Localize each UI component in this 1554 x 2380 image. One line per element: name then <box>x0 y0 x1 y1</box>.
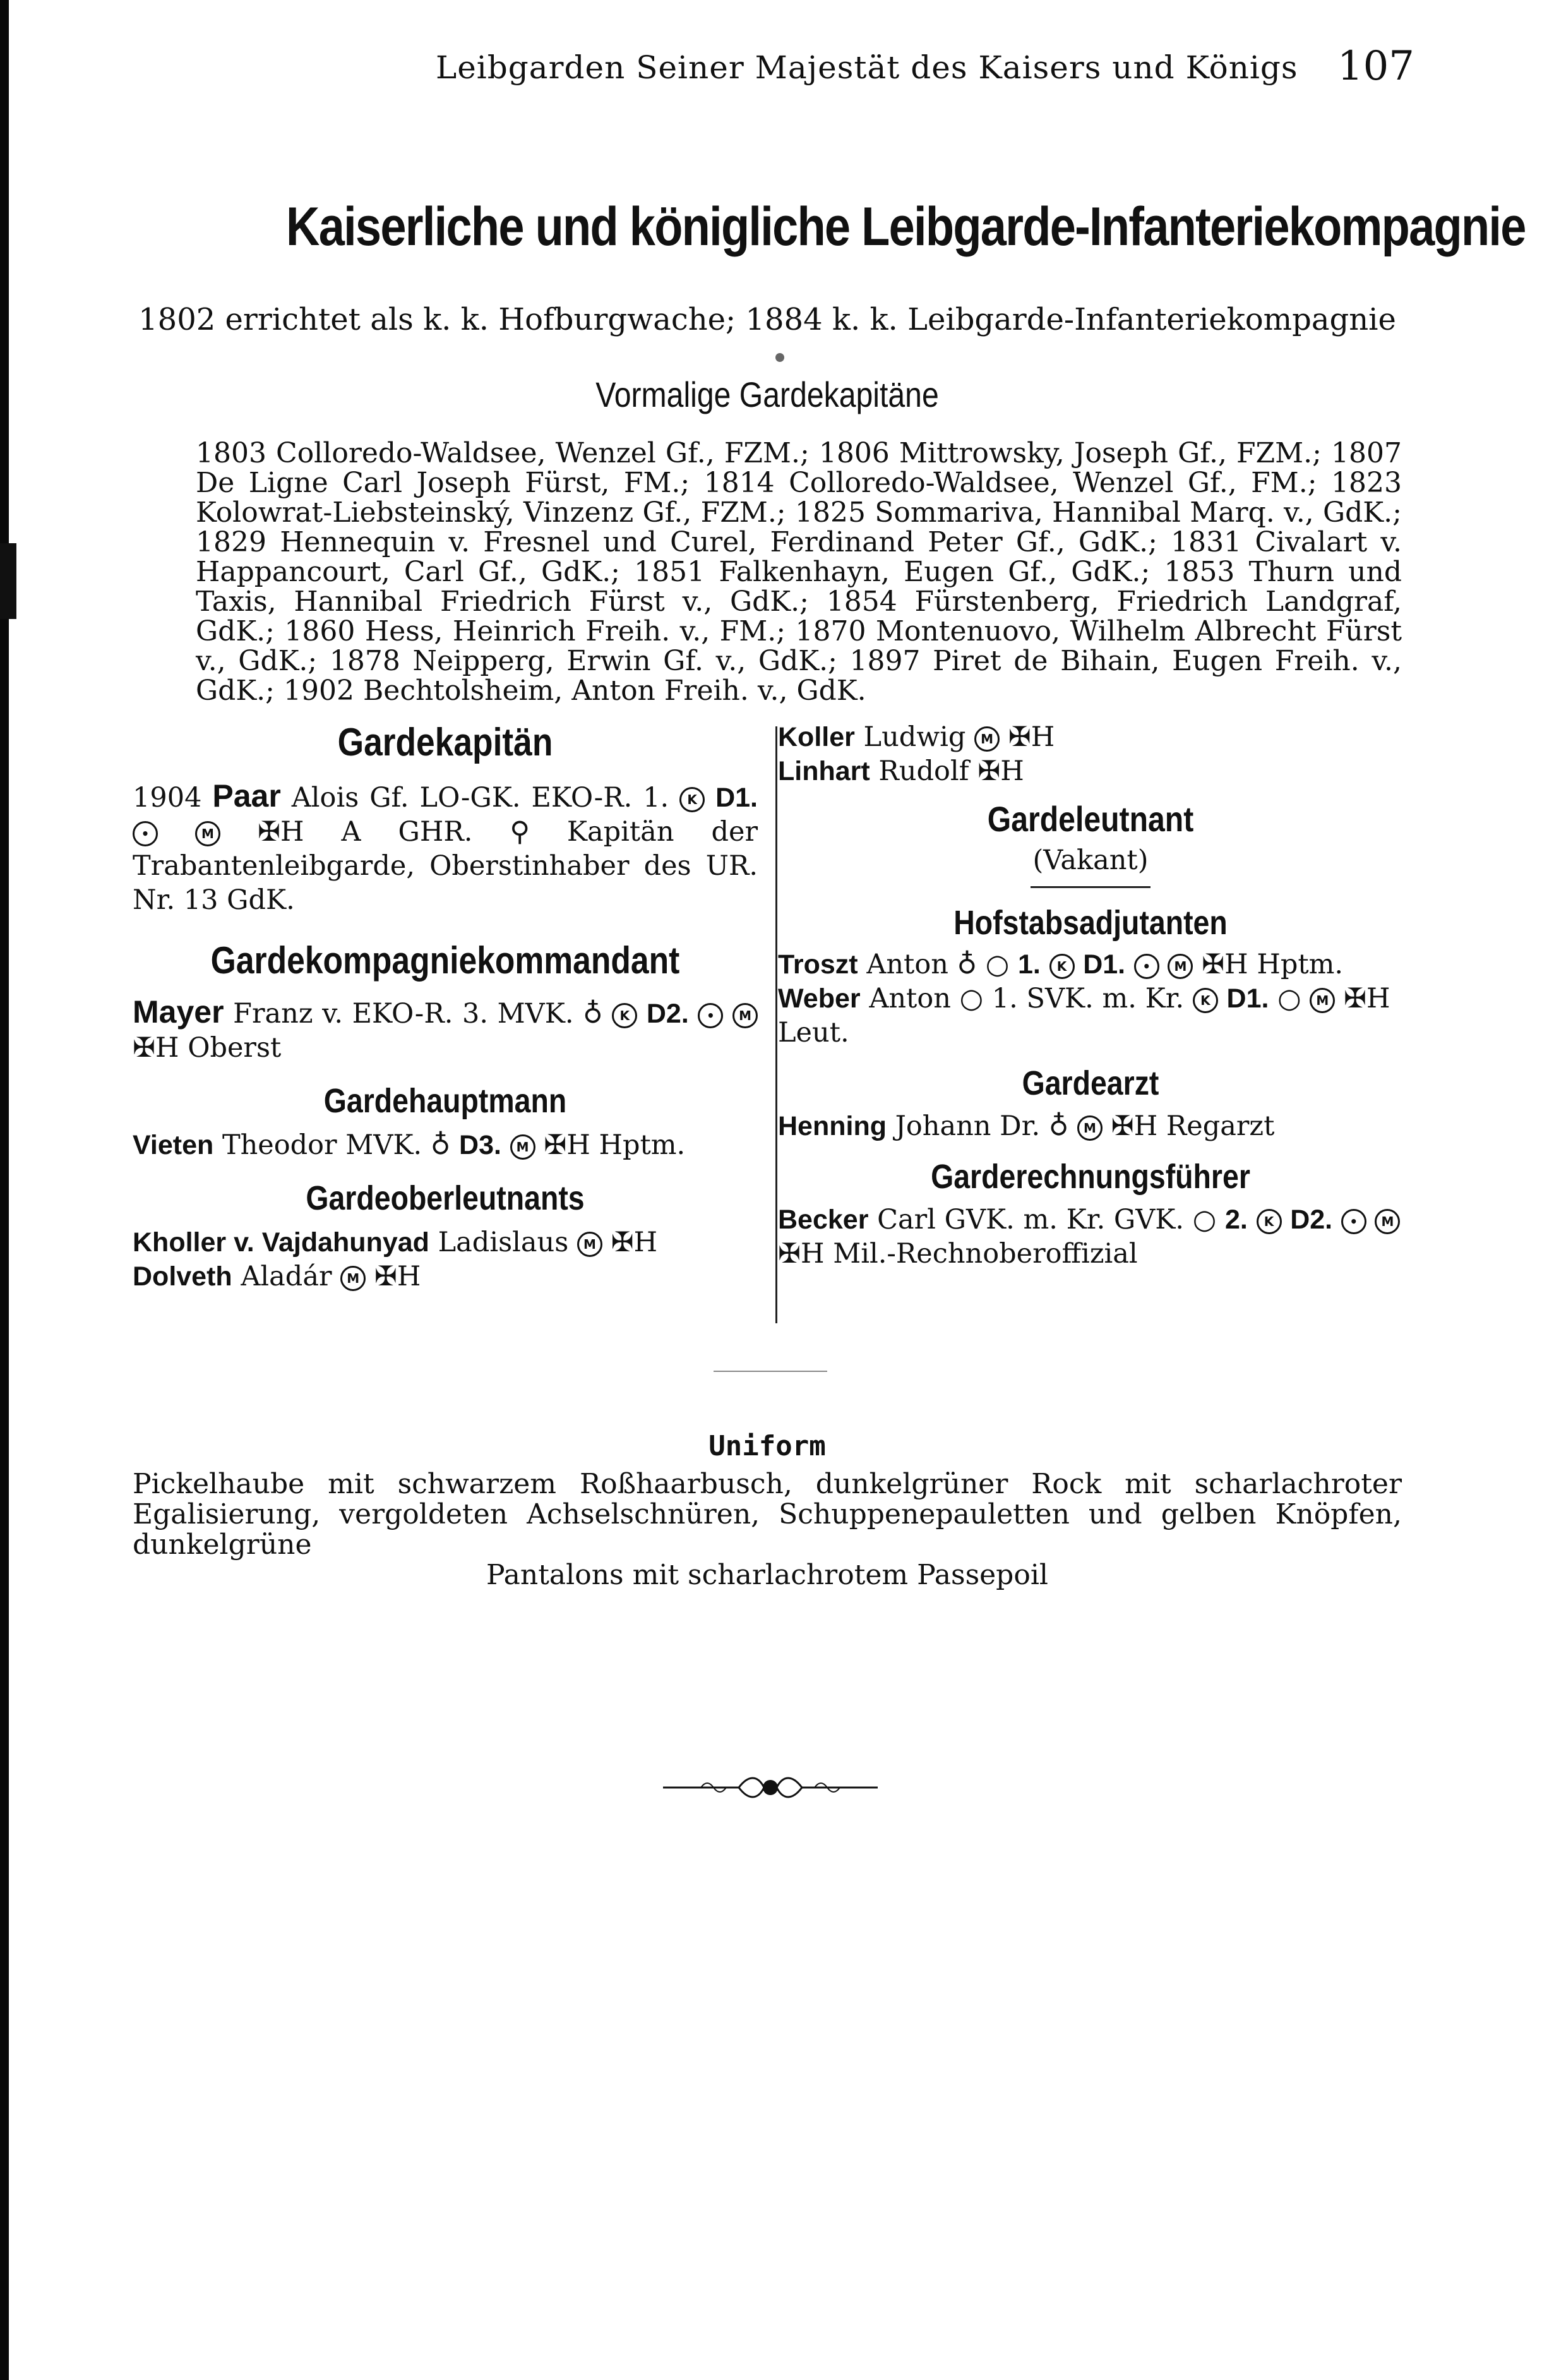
vormalige-text: 1803 Colloredo-Waldsee, Wenzel Gf., FZM.; 1806 Mittrowsky, Joseph Gf., FZM.; 1807 De Ligne Carl Joseph Fürst, FM.; 1814 Colloredo-Waldsee, Wenzel Gf., FM.; 1823 Kolowrat-Liebsteinský, Vinzenz Gf., FZM.; 1825 Sommariva, Hannibal Marq. v., GdK.; 1829 Hennequin v. Fresnel und Curel, Ferdinand Peter Gf., GdK.; 1831 Civalart v. Happancourt, Carl Gf., GdK.; 1851 Falkenhayn, Eugen Gf., GdK.; 1853 Thurn und Taxis, Hannibal Friedrich Fürst v., GdK.; 1854 Fürstenberg, Friedrich Landgraf, GdK.; 1860 Hess, Heinrich Freih. v., FM.; 1870 Montenuovo, Wilhelm Albrecht Fürst v., GdK.; 1878 Neipperg, Erwin Gf. v., GdK.; 1897 Piret de Bihain, Eugen Freih. v., GdK.; 1902 Bechtolsheim, Anton Freih. v., GdK. <box>196 437 1402 707</box>
entry-name: Paar <box>212 778 281 814</box>
decoration-icon: ♁ <box>430 1129 451 1161</box>
entry-text: Aladár <box>241 1261 332 1292</box>
entry-text: Theodor MVK. <box>222 1129 422 1161</box>
m-medal-icon: M <box>195 821 220 846</box>
k-medal-icon: K <box>679 787 705 812</box>
scan-edge <box>0 0 9 2380</box>
subtitle <box>133 302 1402 373</box>
dot-medal-icon: • <box>1341 1209 1366 1234</box>
vakant-note: (Vakant) <box>1032 844 1149 876</box>
cross-icon: ✠ <box>1344 983 1367 1014</box>
entry-mayer <box>133 995 758 1065</box>
m-medal-icon: M <box>974 726 1000 752</box>
m-medal-icon: M <box>577 1232 602 1257</box>
entry-text: Carl GVK. m. Kr. GVK. <box>877 1204 1185 1235</box>
ring-icon: ○ <box>985 949 1010 980</box>
section-heading-leutnant: Gardeleutnant <box>987 799 1194 839</box>
right-column <box>778 720 1403 1271</box>
section-heading-oberleutnants: Gardeoberleutnants <box>306 1179 585 1217</box>
k-medal-icon: K <box>1049 954 1075 979</box>
cross-icon: ✠ <box>374 1261 397 1292</box>
divider <box>714 1371 827 1372</box>
entry-text: 1. <box>1017 949 1041 980</box>
running-title: Leibgarden Seiner Majestät des Kaisers und Königs <box>436 49 1298 86</box>
section-heading-rechnung: Garderechnungsführer <box>931 1158 1250 1196</box>
k-medal-icon: K <box>1193 988 1218 1013</box>
k-medal-icon: K <box>612 1003 637 1028</box>
decoration-icon: ♁ <box>957 949 977 980</box>
scan-edge-mark <box>0 543 16 619</box>
section-heading-arzt: Gardearzt <box>1022 1064 1159 1102</box>
subtitle-text: 1802 errichtet als k. k. Hofburgwache; 1884 k. k. Leibgarde-Infanteriekompagnie <box>138 302 1396 337</box>
divider <box>1031 886 1151 888</box>
section-heading-hofstab: Hofstabsadjutanten <box>953 904 1228 942</box>
entry-text: 1. SVK. m. Kr. <box>991 983 1185 1014</box>
entry-text: D2. <box>1290 1205 1333 1235</box>
column-divider <box>775 726 777 1323</box>
page-number: 107 <box>1337 43 1414 90</box>
m-medal-icon: M <box>1168 954 1193 979</box>
uniform-text-body: Pickelhaube mit schwarzem Roßhaarbusch, dunkelgrüner Rock mit scharlachroter Egalisierung, vergoldeten Achselschnüren, Schuppenepauletten und gelben Knöpfen, dunkelgrüne <box>133 1468 1402 1561</box>
entry-paar <box>133 779 758 917</box>
entry-troszt <box>778 947 1403 982</box>
entry-text: D3. <box>459 1130 501 1160</box>
entry-text: D1. <box>1083 949 1126 980</box>
entry-henning <box>778 1109 1403 1143</box>
entry-koller: Koller Ludwig M ✠H <box>778 721 1055 753</box>
decoration-icon: ♁ <box>583 998 603 1030</box>
dot-mark <box>775 353 784 362</box>
m-medal-icon: M <box>1310 988 1335 1013</box>
entry-text: Ludwig <box>863 721 966 753</box>
entry-name: Koller <box>778 722 855 752</box>
uniform-text-last: Pantalons mit scharlachrotem Passepoil <box>486 1559 1048 1591</box>
entry-becker <box>778 1203 1403 1271</box>
section-heading-kommandant: Gardekompagniekommandant <box>210 939 680 982</box>
entry-name: Mayer <box>133 994 224 1030</box>
ring-icon: ○ <box>1277 983 1301 1014</box>
page <box>133 25 1526 2362</box>
m-medal-icon: M <box>1077 1115 1103 1141</box>
cross-icon: ✠ <box>611 1227 634 1258</box>
k-medal-icon: K <box>1257 1209 1282 1234</box>
cross-icon: ✠ <box>1202 949 1225 980</box>
dot-medal-icon: • <box>133 821 158 846</box>
ornament-icon <box>663 1769 878 1806</box>
entry-text: D1. <box>1226 983 1269 1014</box>
entry-name: Henning <box>778 1111 887 1141</box>
entry-text: Johann Dr. <box>895 1110 1041 1142</box>
entry-name: Vieten <box>133 1130 214 1160</box>
entry-text: H Regarzt <box>1133 1110 1275 1142</box>
cross-icon: ✠ <box>257 816 280 848</box>
entry-text: D2. <box>646 999 689 1029</box>
section-heading-vormalige: Vormalige Gardekapitäne <box>595 375 939 414</box>
cross-icon: ✠ <box>544 1129 567 1161</box>
entry-name: Dolveth <box>133 1261 232 1292</box>
entry-text: H Oberst <box>155 1032 282 1064</box>
entry-text: H Hptm. <box>566 1129 686 1161</box>
cross-icon: ✠ <box>1111 1110 1134 1142</box>
ring-icon: ○ <box>959 983 984 1014</box>
entry-text: H Hptm. <box>1224 949 1344 980</box>
m-medal-icon: M <box>340 1266 366 1291</box>
entry-name: Becker <box>778 1205 869 1235</box>
m-medal-icon: M <box>732 1003 758 1028</box>
entry-text: Alois Gf. LO-GK. EKO-R. 1. <box>291 782 669 814</box>
dot-medal-icon: • <box>698 1003 723 1028</box>
cross-icon: ✠ <box>778 1238 801 1270</box>
entry-name: Kholler v. Vajdahunyad <box>133 1227 429 1258</box>
entry-text: Anton <box>869 983 951 1014</box>
m-medal-icon: M <box>1375 1209 1400 1234</box>
section-heading-uniform: Uniform <box>708 1430 826 1462</box>
entry-text: Kapitän der Trabantenleibgarde, Oberstinhaber des UR. Nr. 13 GdK. <box>133 816 758 916</box>
entry-text: Rudolf <box>878 755 969 787</box>
dot-medal-icon: • <box>1134 954 1159 979</box>
page-title: Kaiserliche und königliche Leibgarde-Infanteriekompagnie <box>286 196 1526 257</box>
ring-icon: ○ <box>1192 1204 1217 1235</box>
entry-vieten <box>133 1128 758 1162</box>
entry-text: Ladislaus <box>438 1227 569 1258</box>
entry-kholler: Kholler v. Vajdahunyad Ladislaus M ✠H <box>133 1227 658 1258</box>
running-head <box>133 38 1414 90</box>
entry-text: 2. <box>1224 1205 1248 1235</box>
entry-name: Weber <box>778 983 861 1014</box>
section-heading-gardekapitaen: Gardekapitän <box>337 721 553 764</box>
entry-text: H A GHR. <box>280 816 473 848</box>
entry-text: H Leut. <box>778 983 1390 1049</box>
uniform-text <box>133 1469 1402 1590</box>
entry-weber <box>778 982 1403 1050</box>
entry-year: 1904 <box>133 782 202 814</box>
left-column <box>133 720 758 1294</box>
m-medal-icon: M <box>510 1134 535 1160</box>
entry-name: Linhart <box>778 756 870 786</box>
entry-text: H Mil.-Rechnoberoffizial <box>801 1238 1138 1270</box>
cross-icon: ✠ <box>977 755 1001 787</box>
cross-icon: ✠ <box>1008 721 1031 753</box>
entry-text: D1. <box>715 783 758 813</box>
entry-linhart: Linhart Rudolf ✠H <box>778 755 1024 787</box>
entry-text: Franz v. EKO-R. 3. MVK. <box>233 998 574 1030</box>
section-heading-hauptmann: Gardehauptmann <box>323 1082 567 1120</box>
decoration-icon: ♁ <box>1048 1110 1069 1142</box>
badge-icon: ⚲ <box>510 816 530 848</box>
cross-icon: ✠ <box>133 1032 156 1064</box>
entry-name: Troszt <box>778 949 858 980</box>
entry-dolveth: Dolveth Aladár M ✠H <box>133 1261 421 1292</box>
entry-text: Anton <box>866 949 948 980</box>
